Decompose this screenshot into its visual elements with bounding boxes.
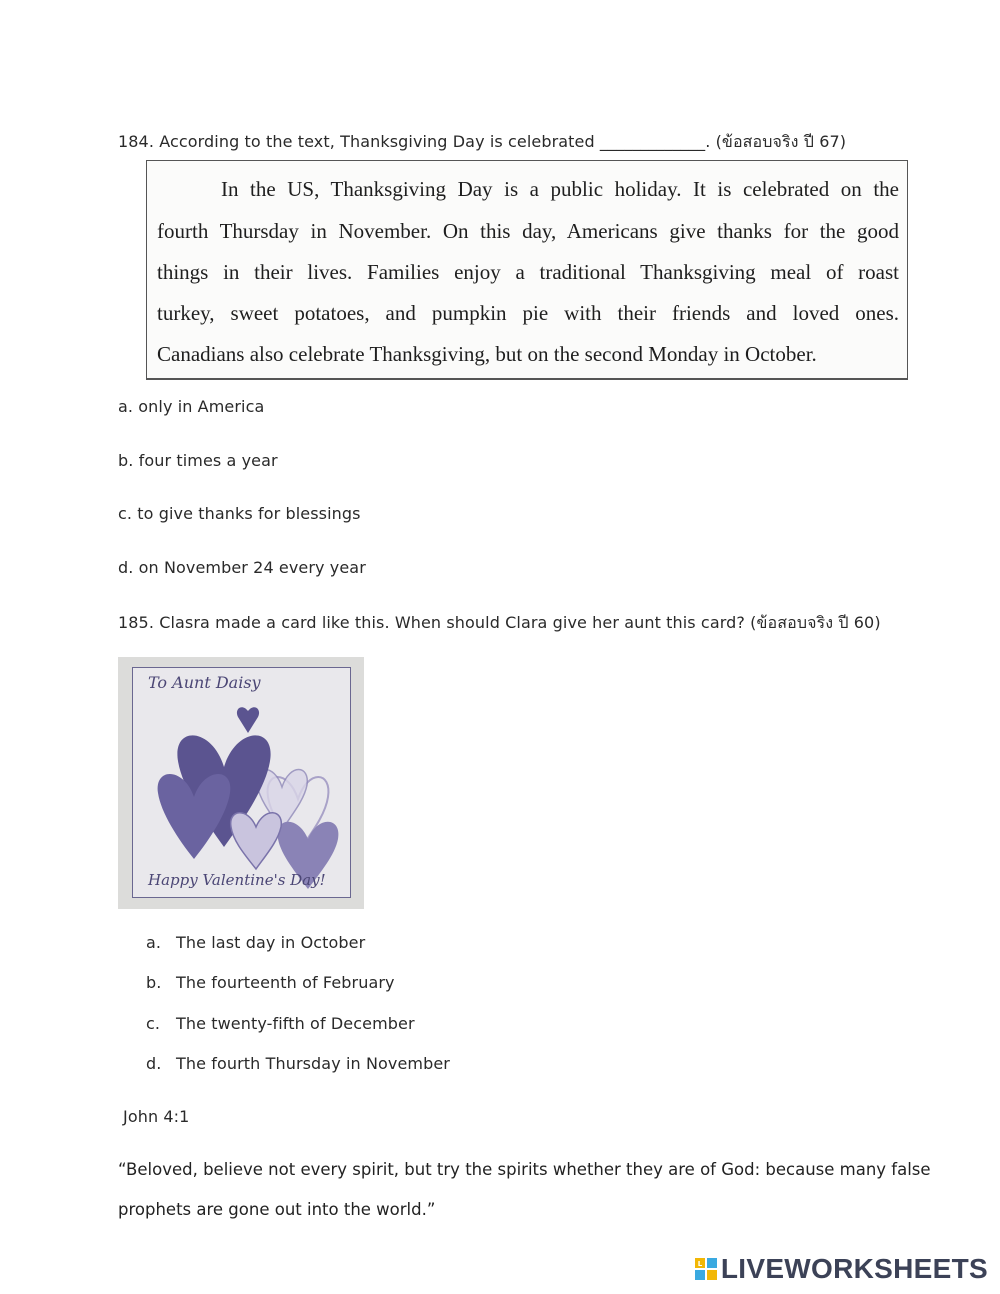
option-184-d[interactable]: d. on November 24 every year [118,558,366,577]
option-184-c[interactable]: c. to give thanks for blessings [118,504,361,523]
option-185-c[interactable] [146,1014,415,1033]
reading-passage [146,160,908,380]
option-184-a[interactable]: a. only in America [118,397,265,416]
card-recipient: To Aunt Daisy [148,673,261,692]
option-text: The last day in October [176,933,366,952]
valentine-card-image [118,657,364,909]
live-blocks-icon [695,1258,717,1280]
logo-icon-letter: L [697,1260,703,1268]
option-185-d[interactable] [146,1054,450,1073]
question-185: 185. Clasra made a card like this. When should Clara give her aunt this card? (ข้อสอบจริง ปี 60) [118,613,881,632]
passage-line: fourth Thursday in November. On this day, Americans give thanks for the good [157,219,899,243]
hearts-illustration [132,667,351,898]
passage-line: turkey, sweet potatoes, and pumpkin pie with their friends and loved ones. [157,301,899,325]
option-text: The fourth Thursday in November [176,1054,450,1073]
question-184: 184. According to the text, Thanksgiving Day is celebrated _____________. (ข้อสอบจริง ปี 67) [118,132,847,151]
option-letter: b. [146,973,162,992]
option-185-a[interactable] [146,933,366,952]
option-letter: a. [146,933,162,952]
card-greeting: Happy Valentine's Day! [148,871,326,889]
verse-line: prophets are gone out into the world.” [118,1200,436,1219]
liveworksheets-logo[interactable] [695,1254,988,1284]
small-heart-icon [237,707,259,733]
option-text: The fourteenth of February [176,973,395,992]
logo-text: LIVEWORKSHEETS [720,1253,988,1284]
option-letter: d. [146,1054,162,1073]
passage-line: Canadians also celebrate Thanksgiving, but on the second Monday in October. [157,342,817,366]
passage-line: things in their lives. Families enjoy a traditional Thanksgiving meal of roast [157,260,899,284]
option-text: The twenty-fifth of December [176,1014,415,1033]
passage-line: In the US, Thanksgiving Day is a public holiday. It is celebrated on the [221,177,899,201]
outline-heart-icon [231,813,282,869]
option-letter: c. [146,1014,161,1033]
verse-reference: John 4:1 [123,1107,190,1126]
option-184-b[interactable]: b. four times a year [118,451,278,470]
verse-line: “Beloved, believe not every spirit, but try the spirits whether they are of God: because many false [118,1160,931,1179]
option-185-b[interactable] [146,973,395,992]
